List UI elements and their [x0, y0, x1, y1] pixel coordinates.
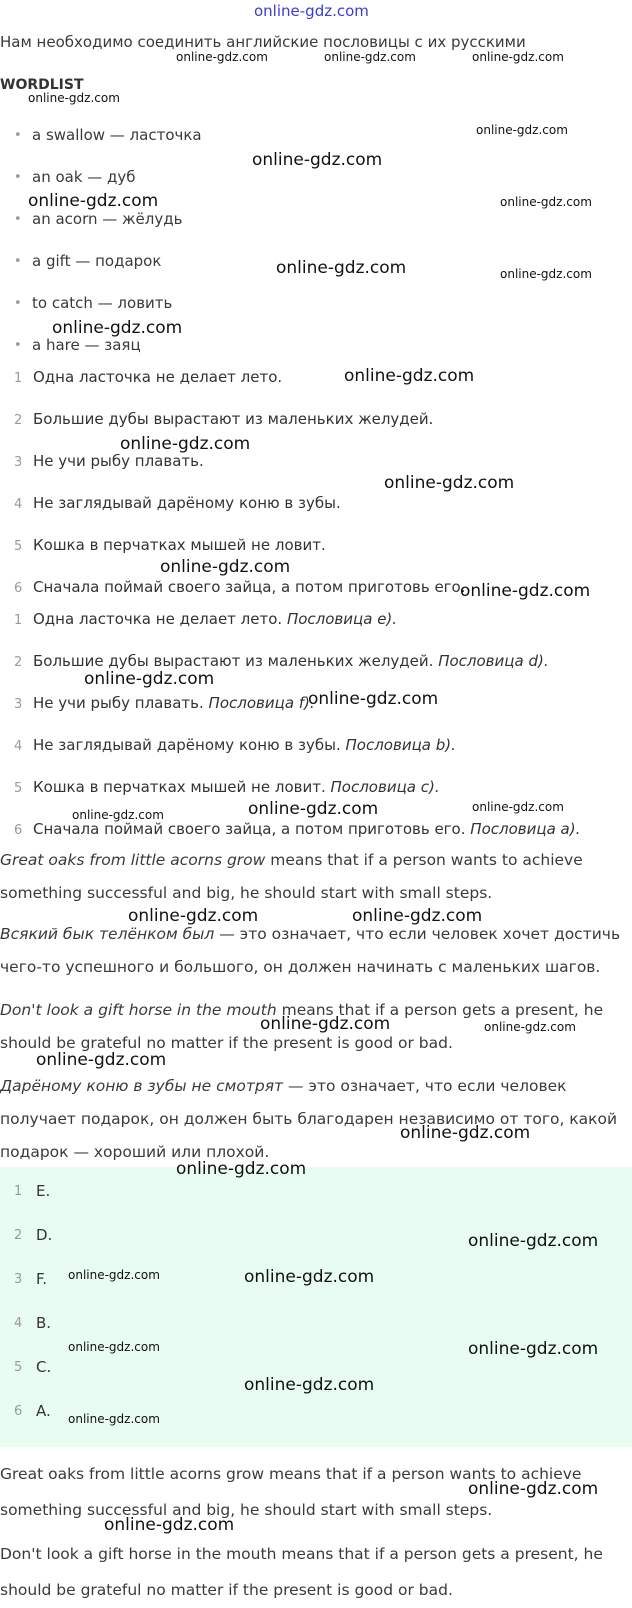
explanation-paragraph	[0, 1070, 632, 1169]
wordlist-item-text: to catch — ловить	[32, 294, 173, 312]
explanation-text: means that if a person gets a present, he should be grateful no matter if the present is good or bad.	[0, 1001, 604, 1052]
match-row	[33, 736, 456, 754]
bullet-icon: •	[14, 127, 22, 143]
match-label: Пословица d).	[438, 652, 549, 670]
proverb-number: 4	[14, 497, 23, 512]
match-text: Сначала поймай своего зайца, а потом приготовь его.	[33, 820, 466, 838]
watermark: online-gdz.com	[68, 1412, 160, 1426]
final-paragraph: Don't look a gift horse in the mouth means that if a person gets a present, he should be grateful no matter if the present is good or bad.	[0, 1545, 603, 1599]
watermark: online-gdz.com	[308, 689, 439, 709]
watermark: online-gdz.com	[468, 1479, 599, 1499]
match-label: Пословица b).	[345, 736, 456, 754]
watermark: online-gdz.com	[28, 91, 120, 105]
proverb-number: 1	[14, 371, 23, 386]
proverb-number: 5	[14, 539, 23, 554]
watermark: online-gdz.com	[104, 1515, 235, 1535]
bullet-icon: •	[14, 253, 22, 269]
watermark: online-gdz.com	[52, 318, 183, 338]
watermark: online-gdz.com	[176, 50, 268, 64]
wordlist-item	[14, 168, 136, 186]
match-text: Не заглядывай дарёному коню в зубы.	[33, 736, 341, 754]
watermark: online-gdz.com	[472, 50, 564, 64]
site-link[interactable]: online-gdz.com	[254, 2, 369, 20]
watermark: online-gdz.com	[500, 195, 592, 209]
match-text: Кошка в перчатках мышей не ловит.	[33, 778, 326, 796]
proverb-text: Не заглядывай дарёному коню в зубы.	[33, 494, 341, 512]
wordlist-item-text: an oak — дуб	[32, 168, 136, 186]
proverb-text: Одна ласточка не делает лето.	[33, 368, 283, 386]
bullet-icon: •	[14, 169, 22, 185]
watermark: online-gdz.com	[400, 1123, 531, 1143]
explanation-text: — это означает, что если человек получает подарок, он должен быть благодарен независимо от того, какой подарок — хороший или плохой.	[0, 1077, 618, 1161]
watermark: online-gdz.com	[72, 808, 164, 822]
proverb-number: 6	[14, 581, 23, 596]
watermark: online-gdz.com	[84, 669, 215, 689]
wordlist-item	[14, 210, 182, 228]
intro-text: Нам необходимо соединить английские пословицы с их русскими	[0, 33, 526, 51]
watermark: online-gdz.com	[500, 267, 592, 281]
explanation-paragraph	[0, 844, 632, 910]
watermark: online-gdz.com	[276, 258, 407, 278]
watermark: online-gdz.com	[324, 50, 416, 64]
answer-number: 2	[14, 1228, 23, 1243]
wordlist-item	[14, 336, 141, 354]
proverb-number: 2	[14, 413, 23, 428]
watermark: online-gdz.com	[484, 1020, 576, 1034]
proverb-text: Не учи рыбу плавать.	[33, 452, 204, 470]
explanation-paragraph	[0, 918, 632, 984]
answer-letter: D.	[36, 1226, 53, 1244]
match-number: 5	[14, 781, 23, 796]
wordlist-item-text: a hare — заяц	[32, 336, 141, 354]
final-paragraph: Great oaks from little acorns grow means that if a person wants to achieve something successful and big, he should start with small steps.	[0, 1465, 582, 1519]
match-row	[33, 610, 397, 628]
match-label: Пословица e).	[286, 610, 398, 628]
match-number: 6	[14, 823, 23, 838]
explanation-proverb: Всякий бык телёнком был	[0, 925, 215, 943]
answer-number: 3	[14, 1272, 23, 1287]
explanation-text: — это означает, что если человек хочет достичь чего-то успешного и большого, он должен начинать с маленьких шагов.	[0, 925, 621, 976]
watermark: online-gdz.com	[244, 1375, 375, 1395]
answer-letter: E.	[36, 1182, 51, 1200]
wordlist-item	[14, 252, 161, 270]
watermark: online-gdz.com	[468, 1339, 599, 1359]
watermark: online-gdz.com	[28, 191, 159, 211]
watermark: online-gdz.com	[244, 1267, 375, 1287]
watermark: online-gdz.com	[68, 1340, 160, 1354]
explanation-proverb: Don't look a gift horse in the mouth	[0, 1001, 277, 1019]
proverb-number: 3	[14, 455, 23, 470]
answer-number: 6	[14, 1404, 23, 1419]
answer-letter: B.	[36, 1314, 52, 1332]
bullet-icon: •	[14, 337, 22, 353]
match-number: 4	[14, 739, 23, 754]
wordlist-item-text: a gift — подарок	[32, 252, 162, 270]
explanation-text: means that if a person wants to achieve something successful and big, he should start with small steps.	[0, 851, 583, 902]
proverb-text: Сначала поймай своего зайца, а потом приготовь его.	[33, 578, 466, 596]
watermark: online-gdz.com	[384, 473, 515, 493]
watermark: online-gdz.com	[352, 906, 483, 926]
answer-number: 4	[14, 1316, 23, 1331]
watermark: online-gdz.com	[252, 150, 383, 170]
answer-number: 1	[14, 1184, 23, 1199]
match-label: Пословица f).	[208, 694, 315, 712]
match-row	[33, 694, 315, 712]
match-text: Большие дубы вырастают из маленьких желудей.	[33, 652, 434, 670]
watermark: online-gdz.com	[460, 581, 591, 601]
answer-letter: F.	[36, 1270, 47, 1288]
wordlist-heading: WORDLIST	[0, 77, 84, 93]
watermark: online-gdz.com	[176, 1159, 307, 1179]
match-text: Не учи рыбу плавать.	[33, 694, 204, 712]
wordlist-item-text: a swallow — ласточка	[32, 126, 202, 144]
answer-letter: C.	[36, 1358, 52, 1376]
watermark: online-gdz.com	[468, 1231, 599, 1251]
proverb-text: Кошка в перчатках мышей не ловит.	[33, 536, 326, 554]
wordlist-item	[14, 126, 202, 144]
wordlist-item-text: an acorn — жёлудь	[32, 210, 183, 228]
watermark: online-gdz.com	[160, 557, 291, 577]
watermark: online-gdz.com	[128, 906, 259, 926]
watermark: online-gdz.com	[260, 1014, 391, 1034]
match-text: Одна ласточка не делает лето.	[33, 610, 283, 628]
match-number: 2	[14, 655, 23, 670]
match-number: 1	[14, 613, 23, 628]
answer-number: 5	[14, 1360, 23, 1375]
match-label: Пословица a).	[470, 820, 581, 838]
match-row	[33, 820, 580, 838]
explanation-proverb: Дарёному коню в зубы не смотрят	[0, 1077, 284, 1095]
match-number: 3	[14, 697, 23, 712]
match-row	[33, 778, 440, 796]
watermark: online-gdz.com	[248, 799, 379, 819]
watermark: online-gdz.com	[344, 366, 475, 386]
watermark: online-gdz.com	[476, 123, 568, 137]
answers-panel	[0, 1167, 632, 1447]
bullet-icon: •	[14, 211, 22, 227]
explanation-proverb: Great oaks from little acorns grow	[0, 851, 266, 869]
wordlist-item	[14, 294, 172, 312]
watermark: online-gdz.com	[68, 1268, 160, 1282]
match-row	[33, 652, 549, 670]
bullet-icon: •	[14, 295, 22, 311]
match-label: Пословица c).	[330, 778, 440, 796]
watermark: online-gdz.com	[472, 800, 564, 814]
watermark: online-gdz.com	[120, 434, 251, 454]
answer-letter: A.	[36, 1402, 51, 1420]
watermark: online-gdz.com	[36, 1050, 167, 1070]
proverb-text: Большие дубы вырастают из маленьких желудей.	[33, 410, 434, 428]
